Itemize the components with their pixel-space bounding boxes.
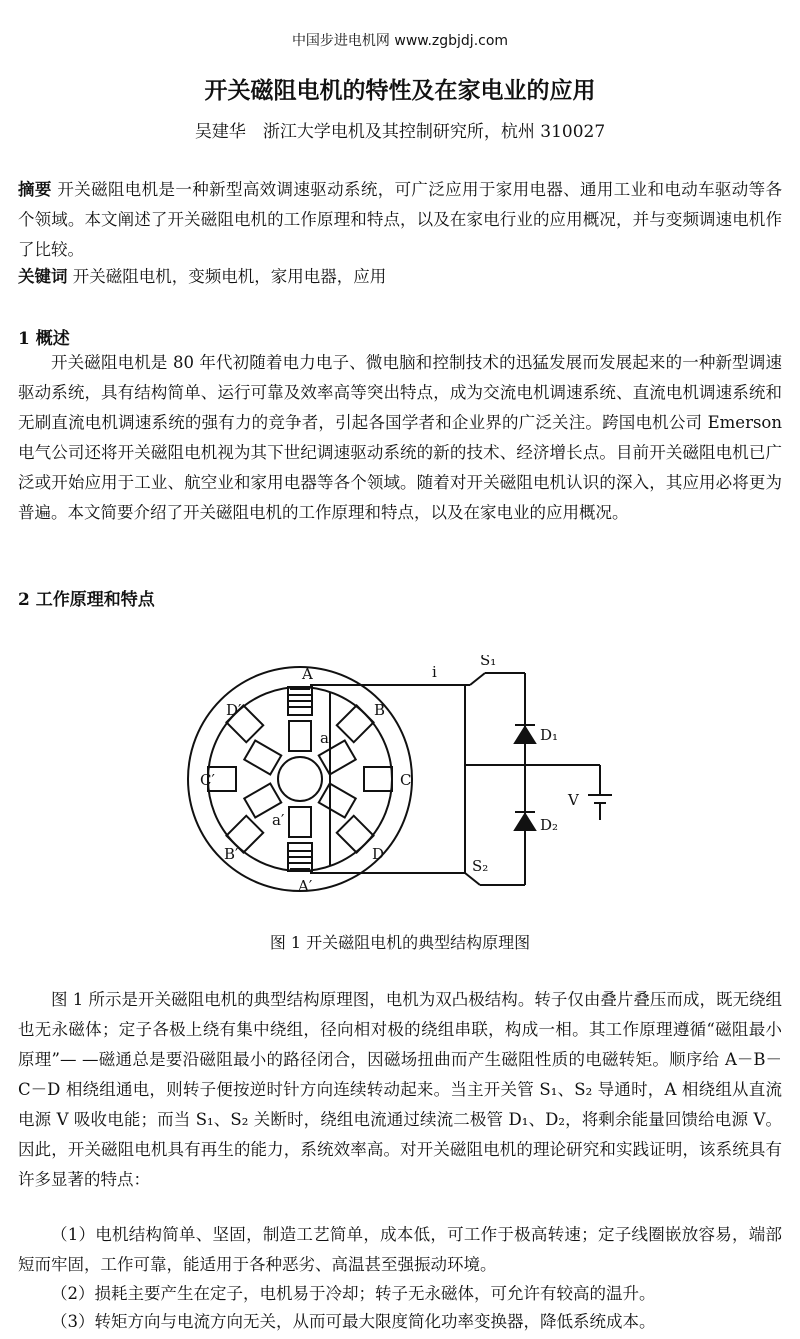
figure-1-diagram [180,655,640,895]
label-S1: S₁ [480,655,497,669]
label-a: a [320,729,329,747]
section-2-text: 图 1 所示是开关磁阻电机的典型结构原理图，电机为双凸极结构。转子仅由叠片叠压而成，既无绕组也无永磁体；定子各极上绕有集中绕组，径向相对极的绕组串联，构成一相。其工作原理遵循“磁阻最小原理”— —磁通总是要沿磁阻最小的路径闭合，因磁场扭曲而产生磁阻性质的电磁转矩。顺序给 A－B－C－D 相绕组通电，则转子便按逆时针方向连续转动起来。当主开关管 S₁、S₂ 导通时，A 相绕组从直流电源 V 吸收电能；而当 S₁、S₂ 关断时，绕组电流通过续流二极管 D₁、D₂，将剩余能量回馈给电源 V。因此，开关磁阻电机具有再生的能力，系统效率高。对开关磁阻电机的理论研究和实践证明，该系统具有许多显著的特点： [18,990,782,1189]
diode-d2 [515,814,535,830]
label-D-prime: D′ [226,701,242,719]
coil-a-bottom [288,851,312,869]
stator-pole [364,767,392,791]
label-A: A [302,665,313,683]
stator-pole [337,816,374,853]
figure-1-caption: 图 1 开关磁阻电机的典型结构原理图 [269,933,531,952]
paper-author: 吴建华 浙江大学电机及其控制研究所，杭州 310027 [194,122,606,142]
keywords [18,262,782,292]
feature-item-2: （2）损耗主要产生在定子，电机易于冷却；转子无永磁体，可允许有较高的温升。 [51,1284,656,1303]
label-a-prime: a′ [272,811,285,829]
label-D2: D₂ [540,816,559,834]
section-2-heading: 2 工作原理和特点 [18,590,155,610]
label-current-i: i [432,663,437,681]
rotor-tooth [289,721,311,751]
section-1-heading: 1 概述 [18,329,70,349]
abstract [18,175,782,265]
section-1-text: 开关磁阻电机是 80 年代初随着电力电子、微电脑和控制技术的迅猛发展而发展起来的一种新型调速驱动系统，具有结构简单、运行可靠及效率高等突出特点，成为交流电机调速系统、直流电机调速系统和无刷直流电机调速系统的强有力的竞争者，引起各国学者和企业界的广泛关注。跨国电机公司 Emerson 电气公司还将开关磁阻电机视为其下世纪调速驱动系统的新的技术、经济增长点。目前开关磁阻电机已广泛或开始应用于工业、航空业和家用电器等各个领域。随着对开关磁阻电机认识的深入，其应用必将更为普遍。本文简要介绍了开关磁阻电机的工作原理和特点，以及在家电业的应用概况。 [18,353,782,522]
feature-item-3: （3）转矩方向与电流方向无关，从而可最大限度简化功率变换器，降低系统成本。 [51,1312,656,1331]
keywords-text: 开关磁阻电机，变频电机，家用电器，应用 [72,267,387,286]
diode-d1 [515,727,535,743]
keywords-label: 关键词 [18,267,68,286]
label-D: D [372,845,385,863]
abstract-label: 摘要 [18,180,52,199]
switch-s1 [470,673,485,685]
label-B: B [374,701,386,719]
rotor-tooth [244,740,281,774]
rotor-tooth [289,807,311,837]
rotor-bore [278,757,322,801]
label-S2: S₂ [472,857,489,875]
label-C: C [400,771,412,789]
label-A-prime: A′ [298,877,313,895]
coil-a-top [288,689,312,707]
rotor-tooth [319,783,356,817]
feature-item-1: （1）电机结构简单、坚固，制造工艺简单，成本低，可工作于极高转速；定子线圈嵌放容易，端部短而牢固，工作可靠，能适用于各种恶劣、高温甚至强振动环境。 [18,1225,782,1274]
label-D1: D₁ [540,726,559,744]
paper-title: 开关磁阻电机的特性及在家电业的应用 [204,77,596,104]
stator-pole [337,705,374,742]
label-V: V [568,791,579,809]
site-header: 中国步进电机网 www.zgbjdj.com [291,33,509,49]
label-C-prime: C′ [200,771,215,789]
abstract-text: 开关磁阻电机是一种新型高效调速驱动系统，可广泛应用于家用电器、通用工业和电动车驱动等各个领域。本文阐述了开关磁阻电机的工作原理和特点，以及在家电行业的应用概况，并与变频调速电机作了比较。 [18,180,783,259]
label-B-prime: B′ [224,845,239,863]
